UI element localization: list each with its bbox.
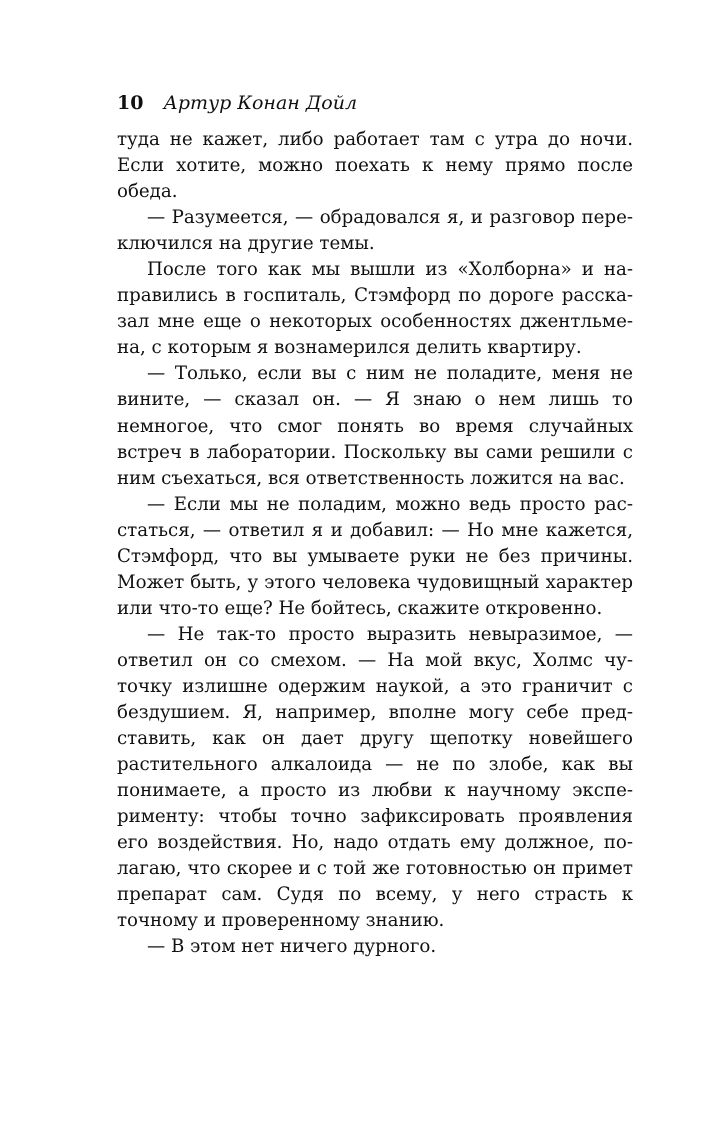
book-page	[117, 88, 633, 961]
running-head	[117, 88, 633, 118]
paragraph: — Не так-то просто выразить невыразимое, — ответил он со смехом. — На мой вкус, Холмс чуточку излишне одержим наукой, а это граничит с бездушием. Я, например, вполне могу себе представить, как он дает другу щепотку новейшего растительного алкалоида — не по злобе, как вы понимаете, а просто из любви к научному эксперименту: чтобы точно зафиксировать проявления его воздействия. Но, надо отдать ему должное, полагаю, что скорее и с той же готовностью он примет препарат сам. Судя по всему, у него страсть к точному и проверенному знанию.	[117, 623, 633, 932]
paragraph: — В этом нет ничего дурного.	[147, 936, 437, 958]
book-author: Артур Конан Дойл	[163, 92, 358, 114]
body-text	[117, 127, 633, 961]
paragraph: — Если мы не поладим, можно ведь просто расстаться, — ответил я и добавил: — Но мне кажется, Стэмфорд, что вы умываете руки не без причины. Может быть, у этого человека чудовищный характер или что-то еще? Не бойтесь, скажите откровенно.	[117, 493, 633, 619]
page-number: 10	[117, 92, 144, 114]
paragraph-continued: туда не кажет, либо работает там с утра до ночи. Если хотите, можно поехать к нему прямо после обеда.	[117, 129, 633, 203]
paragraph: После того как мы вышли из «Холборна» и направились в госпиталь, Стэмфорд по дороге рассказал мне еще о некоторых особенностях джентльмена, с которым я вознамерился делить квартиру.	[117, 259, 633, 359]
paragraph: — Разумеется, — обрадовался я, и разговор переключился на другие темы.	[117, 207, 633, 255]
paragraph: — Только, если вы с ним не поладите, меня не вините, — сказал он. — Я знаю о нем лишь то немногое, что смог понять во время случайных встреч в лаборатории. Поскольку вы сами решили с ним съехаться, вся ответственность ложится на вас.	[117, 363, 633, 489]
